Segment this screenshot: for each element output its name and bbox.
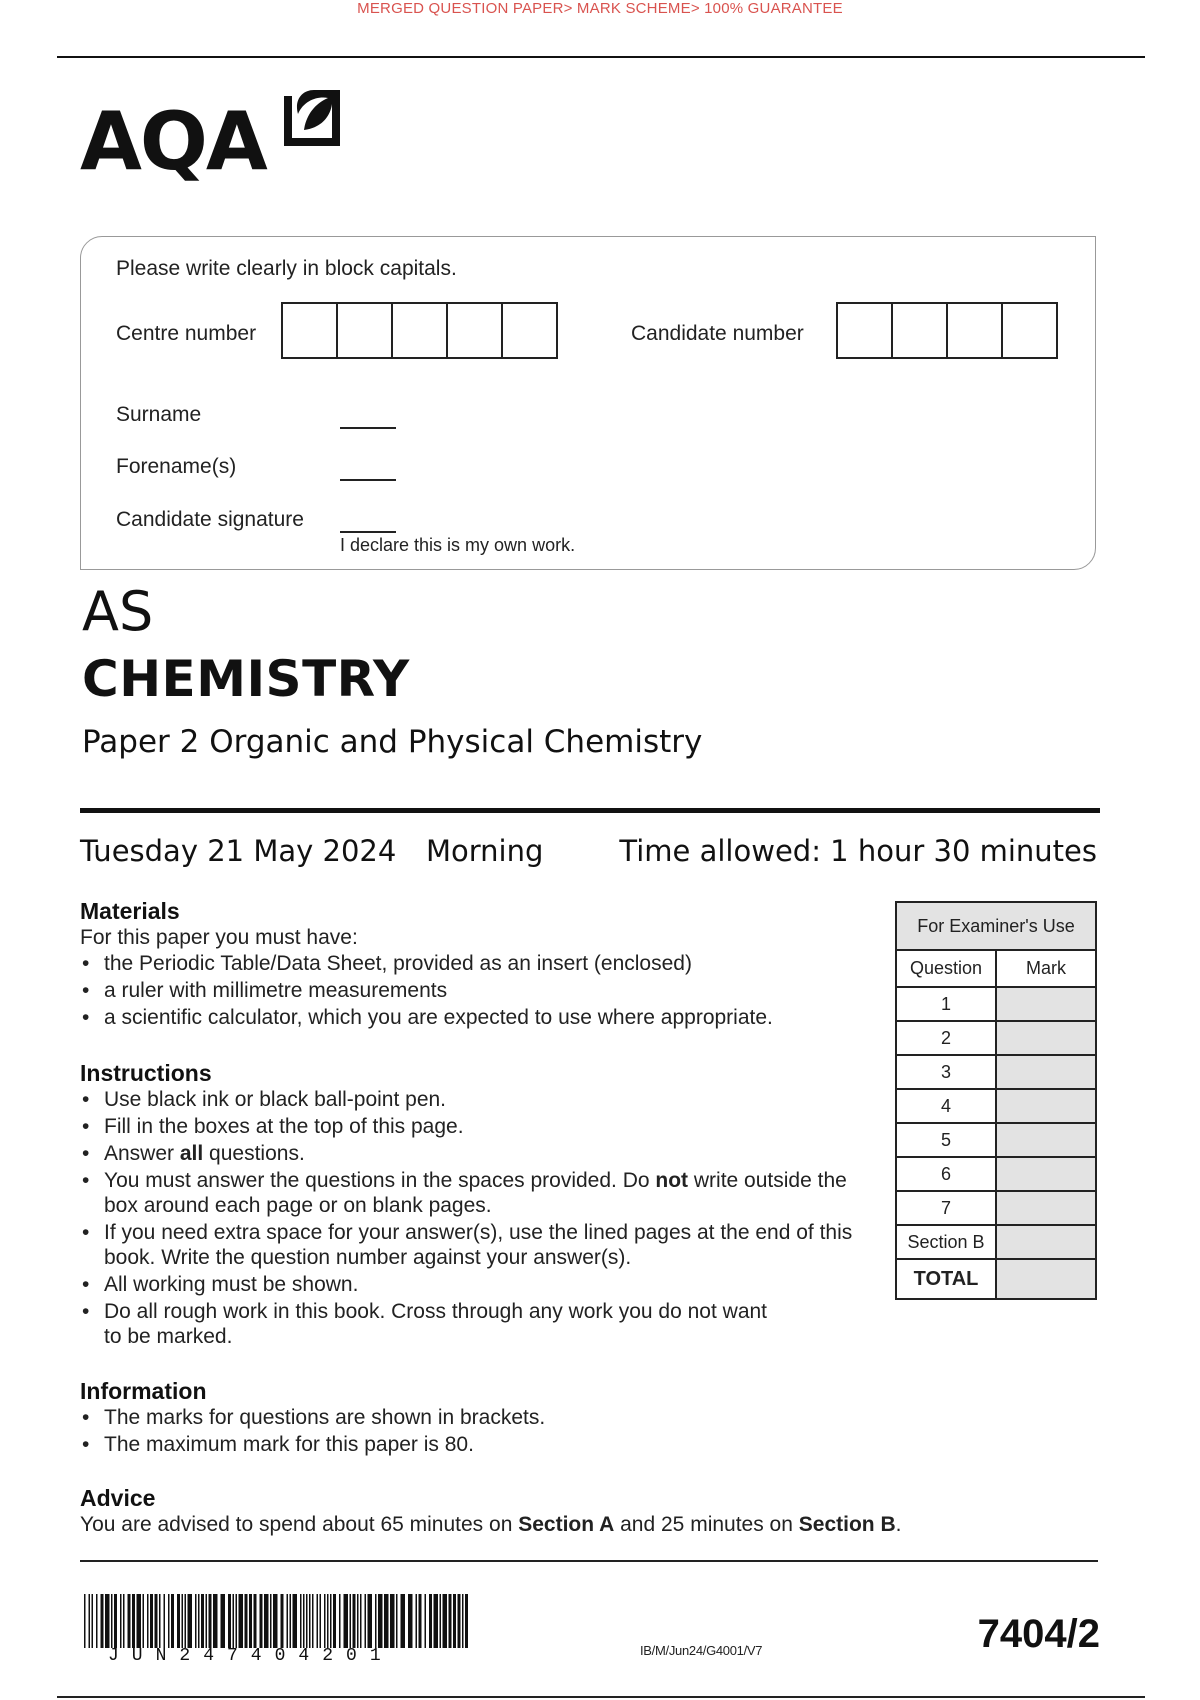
information-section	[80, 1378, 880, 1459]
exam-session: Morning	[426, 834, 544, 868]
mark-cell[interactable]	[996, 1021, 1096, 1055]
candidate-digit-box[interactable]	[1001, 302, 1058, 359]
table-row-question: 3	[896, 1055, 996, 1089]
mark-cell[interactable]	[996, 987, 1096, 1021]
mark-cell[interactable]	[996, 1123, 1096, 1157]
paper-title: Paper 2 Organic and Physical Chemistry	[82, 724, 703, 760]
materials-list	[80, 951, 880, 1030]
table-row-question: 7	[896, 1191, 996, 1225]
centre-number-label: Centre number	[116, 322, 257, 345]
list-item: • a ruler with millimetre measurements	[80, 978, 880, 1003]
paper-code: 7404/2	[977, 1612, 1100, 1656]
page-bottom-divider	[57, 1696, 1145, 1698]
list-item: • Do all rough work in this book. Cross through any work you do not want to be marked.	[80, 1299, 780, 1349]
total-label: TOTAL	[896, 1259, 996, 1299]
top-divider	[57, 56, 1145, 58]
table-row-question: 4	[896, 1089, 996, 1123]
surname-field[interactable]	[340, 427, 396, 429]
advice-text: You are advised to spend about 65 minutes on Section A and 25 minutes on Section B.	[80, 1513, 902, 1536]
watermark-banner: MERGED QUESTION PAPER> MARK SCHEME> 100% GUARANTEE	[357, 0, 843, 17]
footer-divider	[80, 1560, 1098, 1562]
instructions-section	[80, 1060, 880, 1351]
table-row-question: 1	[896, 987, 996, 1021]
total-mark-cell[interactable]	[996, 1259, 1096, 1299]
advice-heading: Advice	[80, 1485, 156, 1511]
centre-number-boxes	[283, 302, 558, 359]
table-row-question: Section B	[896, 1225, 996, 1259]
logo-mark-icon	[284, 90, 340, 146]
list-item: • a scientific calculator, which you are expected to use where appropriate.	[80, 1005, 880, 1030]
examiners-use-table	[895, 901, 1097, 1300]
qualification-level: AS	[82, 580, 154, 643]
mark-cell[interactable]	[996, 1191, 1096, 1225]
candidate-digit-box[interactable]	[946, 302, 1003, 359]
table-row-question: 2	[896, 1021, 996, 1055]
materials-section	[80, 898, 880, 1032]
table-row-question: 5	[896, 1123, 996, 1157]
list-item: • Fill in the boxes at the top of this page.	[80, 1114, 880, 1139]
list-item: • The maximum mark for this paper is 80.	[80, 1432, 880, 1457]
signature-field[interactable]	[340, 531, 396, 533]
centre-digit-box[interactable]	[391, 302, 448, 359]
question-column-header: Question	[896, 950, 996, 987]
mark-cell[interactable]	[996, 1225, 1096, 1259]
mark-column-header: Mark	[996, 950, 1096, 987]
candidate-number-boxes	[838, 302, 1058, 359]
list-item: • You must answer the questions in the spaces provided. Do not write outside the box around each page or on blank pages.	[80, 1168, 880, 1218]
list-item: • All working must be shown.	[80, 1272, 880, 1297]
information-heading: Information	[80, 1378, 207, 1404]
title-divider	[80, 808, 1100, 813]
list-item: • The marks for questions are shown in brackets.	[80, 1405, 880, 1430]
instructions-list	[80, 1087, 880, 1349]
list-item: • Answer all questions.	[80, 1141, 880, 1166]
list-item: • the Periodic Table/Data Sheet, provided as an insert (enclosed)	[80, 951, 880, 976]
centre-digit-box[interactable]	[281, 302, 338, 359]
mark-cell[interactable]	[996, 1055, 1096, 1089]
table-row-question: 6	[896, 1157, 996, 1191]
time-allowed: Time allowed: 1 hour 30 minutes	[619, 834, 1097, 868]
forenames-field[interactable]	[340, 479, 396, 481]
mark-cell[interactable]	[996, 1157, 1096, 1191]
instructions-heading: Instructions	[80, 1060, 212, 1086]
examiners-use-title: For Examiner's Use	[896, 902, 1096, 950]
signature-label: Candidate signature	[116, 508, 304, 531]
candidate-number-label: Candidate number	[631, 322, 804, 345]
logo-text: AQA	[80, 95, 266, 188]
surname-label: Surname	[116, 403, 202, 426]
block-capitals-instruction: Please write clearly in block capitals.	[116, 257, 457, 280]
advice-section	[80, 1485, 1080, 1538]
mark-cell[interactable]	[996, 1089, 1096, 1123]
information-list	[80, 1405, 880, 1457]
list-item: • If you need extra space for your answer(s), use the lined pages at the end of this book. Write the question number against your answer(s).	[80, 1220, 880, 1270]
barcode-digits: JUN247404201	[108, 1646, 394, 1666]
materials-heading: Materials	[80, 898, 180, 924]
candidate-digit-box[interactable]	[836, 302, 893, 359]
centre-digit-box[interactable]	[446, 302, 503, 359]
aqa-logo	[80, 88, 350, 188]
forenames-label: Forename(s)	[116, 455, 237, 478]
subject-title: CHEMISTRY	[82, 650, 410, 708]
centre-digit-box[interactable]	[501, 302, 558, 359]
candidate-digit-box[interactable]	[891, 302, 948, 359]
document-reference: IB/M/Jun24/G4001/V7	[640, 1643, 763, 1658]
candidate-details-box	[80, 236, 1096, 570]
list-item: • Use black ink or black ball-point pen.	[80, 1087, 880, 1112]
barcode-icon	[84, 1594, 472, 1648]
declaration-text: I declare this is my own work.	[340, 535, 576, 555]
exam-date: Tuesday 21 May 2024	[80, 834, 397, 868]
centre-digit-box[interactable]	[336, 302, 393, 359]
materials-intro: For this paper you must have:	[80, 926, 358, 949]
